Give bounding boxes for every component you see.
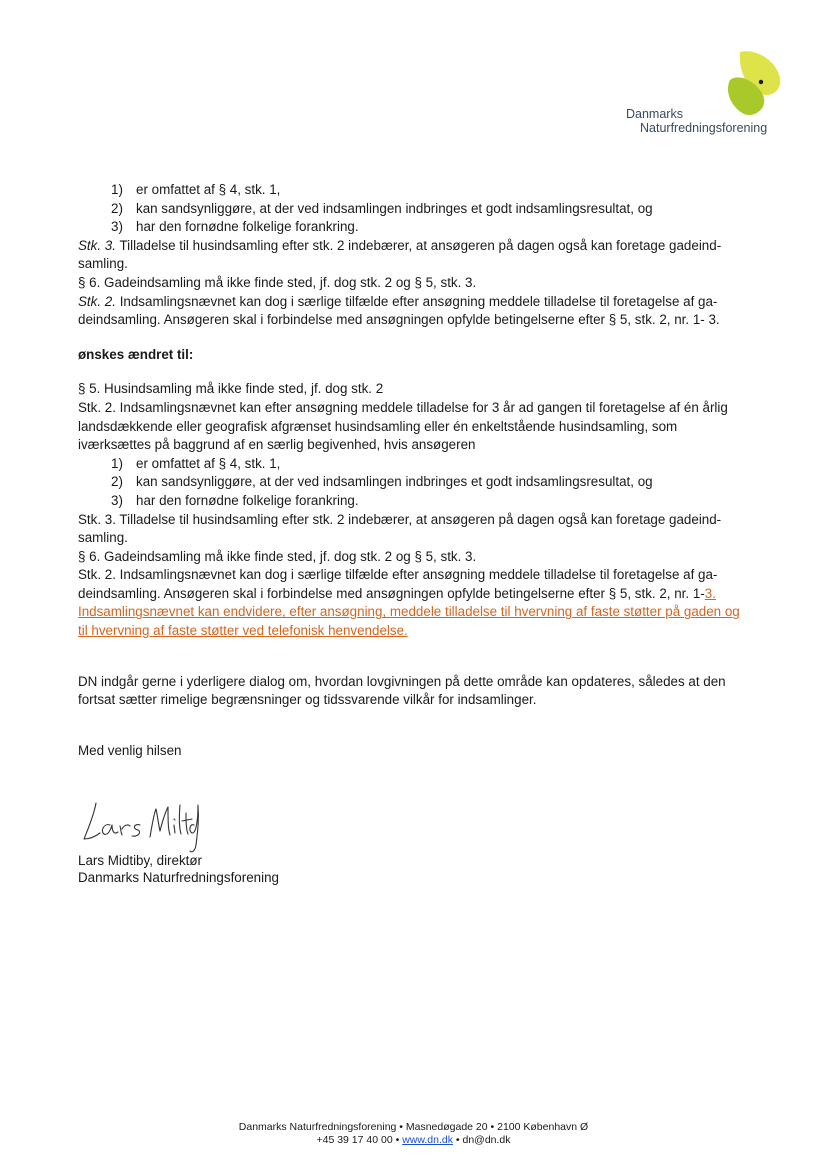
list-item <box>78 218 750 237</box>
signer-block <box>78 852 279 886</box>
footer-contact <box>0 1134 827 1147</box>
greeting: Med venlig hilsen <box>78 742 182 758</box>
stk2b-new-paragraph <box>78 566 750 640</box>
dn-logo <box>626 50 786 140</box>
list-number: 1) <box>111 182 123 197</box>
stk2-new-paragraph: Stk. 2. Indsamlingsnævnet kan efter ansøgning meddele tilladelse for 3 år ad gangen til foretagelse af én årlig landsdækkende eller geografisk afgrænset husindsamling eller én enkeltstående husindsamling, som iværksættes på baggrund af en særlig begivenhed, hvis ansøgeren <box>78 399 728 453</box>
stk3-new-paragraph: Stk. 3. Tilladelse til husindsamling efter stk. 2 indebærer, at ansøgeren på dagen også kan foretage gadeind-samling. <box>78 511 722 546</box>
signer-name: Lars Midtiby, direktør <box>78 853 203 868</box>
par6-new-paragraph: § 6. Gadeindsamling må ikke finde sted, jf. dog stk. 2 og § 5, stk. 3. <box>78 548 477 564</box>
footer-phone: +45 39 17 40 00 • <box>316 1134 403 1146</box>
stk2-paragraph <box>78 293 750 330</box>
footer-web-link[interactable]: www.dn.dk <box>402 1134 453 1146</box>
list-item <box>78 200 750 219</box>
list-number: 3) <box>111 492 123 508</box>
list-number: 2) <box>111 200 123 216</box>
list-item <box>78 181 750 200</box>
stk-text: Tilladelse til husindsamling efter stk. 2 indebærer, at ansøgeren på dagen også kan foretage gadeind-samling. <box>78 237 722 272</box>
footer-email: • dn@dn.dk <box>452 1134 511 1146</box>
section-heading: ønskes ændret til: <box>78 346 194 362</box>
par6-paragraph: § 6. Gadeindsamling må ikke finde sted, jf. dog stk. 2 og § 5, stk. 3. <box>78 274 477 290</box>
list-text: har den fornødne folkelige forankring. <box>136 492 359 508</box>
footer-address: Danmarks Naturfredningsforening • Masnedøgade 20 • 2100 København Ø <box>238 1121 589 1133</box>
list-text: har den fornødne folkelige forankring. <box>136 219 359 235</box>
inserted-text: 3. Indsamlingsnævnet kan endvidere, efter ansøgning, meddele tilladelse til hvervning af faste støtter på gaden og til hvervning af faste støtter ved telefonisk henvendelse. <box>78 585 740 639</box>
stk-label: Stk. 3. <box>78 237 116 253</box>
stk3-paragraph <box>78 237 750 274</box>
list-item <box>78 492 750 511</box>
list-item <box>78 455 750 474</box>
list-text: er omfattet af § 4, stk. 1, <box>136 455 281 471</box>
list-text: kan sandsynliggøre, at der ved indsamlingen indbringes et godt indsamlingsresultat, og <box>136 474 653 490</box>
par5-paragraph: § 5. Husindsamling må ikke finde sted, jf. dog stk. 2 <box>78 381 384 397</box>
signer-org: Danmarks Naturfredningsforening <box>78 870 279 885</box>
closing-paragraph: DN indgår gerne i yderligere dialog om, hvordan lovgivningen på dette område kan opdateres, således at den fortsat sætter rimelige begrænsninger og tidssvarende vilkår for indsamlinger. <box>78 673 726 708</box>
stk-text: Indsamlingsnævnet kan dog i særlige tilfælde efter ansøgning meddele tilladelse til foretagelse af ga-deindsamling. Ansøgeren skal i forbindelse med ansøgningen opfylde betingelserne efter § 5, stk. 2, nr. 1- 3. <box>78 293 720 328</box>
list-text: er omfattet af § 4, stk. 1, <box>136 182 281 197</box>
logo-line2: Naturfredningsforening <box>640 121 768 135</box>
letter-body <box>78 181 750 760</box>
logo-line1: Danmarks <box>626 107 683 121</box>
list-number: 2) <box>111 474 123 490</box>
handwritten-signature <box>74 795 204 855</box>
list-number: 3) <box>111 219 123 235</box>
page-footer <box>0 1121 827 1147</box>
list-item <box>78 473 750 492</box>
stk-label: Stk. 2. <box>78 293 116 309</box>
list-text: kan sandsynliggøre, at der ved indsamlingen indbringes et godt indsamlingsresultat, og <box>136 200 653 216</box>
stk2b-text: Stk. 2. Indsamlingsnævnet kan dog i særlige tilfælde efter ansøgning meddele tilladelse til foretagelse af ga-deindsamling. Ansøgeren skal i forbindelse med ansøgningen opfylde betingelserne efter § 5, stk. 2, nr. 1- <box>78 567 718 601</box>
list-number: 1) <box>111 455 123 471</box>
